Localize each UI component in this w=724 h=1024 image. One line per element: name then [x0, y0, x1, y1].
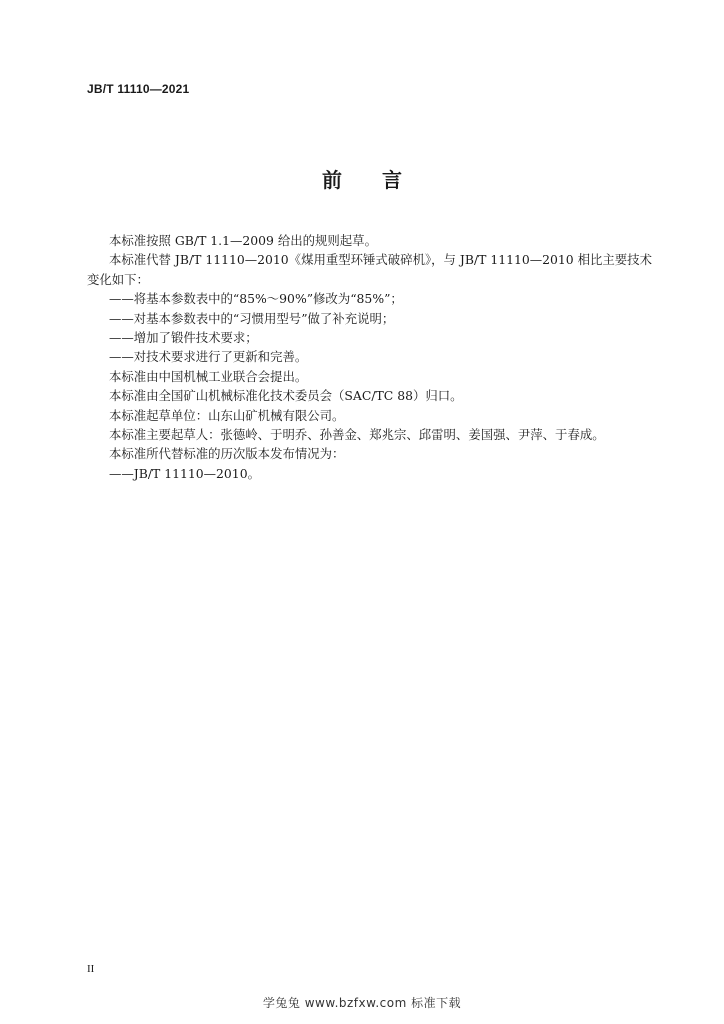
page-number: II — [87, 963, 95, 975]
change-item: ——对技术要求进行了更新和完善。 — [109, 349, 308, 365]
paragraph-drafting-unit: 本标准起草单位：山东山矿机械有限公司。 — [109, 407, 345, 423]
title-char-2: 言 — [382, 168, 402, 192]
watermark-text: 学兔兔 www.bzfxw.com 标准下载 — [262, 996, 462, 1010]
change-item: ——将基本参数表中的“85%～90%”修改为“85%”； — [109, 291, 403, 307]
standard-code: JB/T 11110—2021 — [87, 82, 190, 96]
paragraph-committee: 本标准由全国矿山机械标准化技术委员会（SAC/TC 88）归口。 — [109, 388, 463, 404]
paragraph-history-intro: 本标准所代替标准的历次版本发布情况为： — [109, 446, 345, 462]
paragraph-drafting-rule: 本标准按照 GB/T 1.1—2009 给出的规则起草。 — [109, 233, 377, 248]
foreword-body — [87, 231, 661, 483]
paragraph-drafters: 本标准主要起草人：张德岭、于明乔、孙善金、郑兆宗、邱雷明、姜国强、尹萍、于春成。 — [109, 427, 605, 443]
paragraph-proposer: 本标准由中国机械工业联合会提出。 — [109, 368, 308, 384]
change-item: ——增加了锻件技术要求； — [109, 330, 258, 346]
page-title — [0, 164, 724, 193]
paragraph-replacement: 本标准代替 JB/T 11110—2010《煤用重型环锤式破碎机》，与 JB/T 11110—2010 相比主要技术变化如下： — [87, 252, 652, 287]
change-item: ——对基本参数表中的“习惯用型号”做了补充说明； — [109, 310, 395, 326]
title-char-1: 前 — [322, 168, 342, 192]
history-item: ——JB/T 11110—2010。 — [109, 465, 260, 481]
